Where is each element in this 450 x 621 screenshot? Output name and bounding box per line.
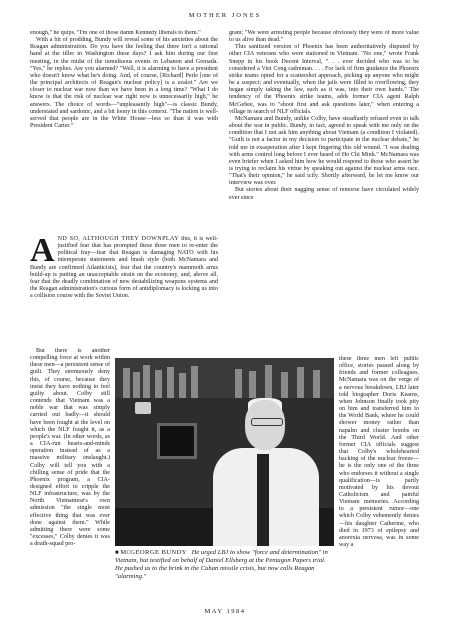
caption-name: McGEORGE BUNDY xyxy=(120,549,187,556)
paragraph: this, it is well-justified fear that has prompted these three men to re-enter the political fray—fear that Reagan is damaging NATO with his intemperate statements and brash style (both McNamara and Bundy are confirmed Atlanticists), fear that the country's mammoth arms build-up is putting an unacceptable strain on the economy, and, above all, fear that the deadly combination of new destabilizing weapons systems and the Reagan administration's curious form of antidiplomacy is locking us into a collision course with the Soviet Union. xyxy=(30,236,218,300)
article-column-right xyxy=(229,30,419,355)
magazine-header: MOTHER JONES xyxy=(188,12,262,19)
article-column-narrow-left xyxy=(30,348,110,592)
photo-credit-strip xyxy=(437,380,441,540)
article-column-narrow-right xyxy=(339,356,419,591)
paragraph: But stories about their nagging sense of remorse have circulated widely ever since xyxy=(229,187,419,201)
lead-in: ND SO, ALTHOUGH THEY DOWNPLAY xyxy=(57,236,180,242)
person-tie xyxy=(257,454,269,546)
paragraph: McNamara and Bundy, unlike Colby, have steadfastly refused even to talk about the war in public. Bundy, in fact, agreed to speak with me only on the condition that I not ask him anything about Vietnam (a condition I violated). "Guilt is not a factor in my decision to participate in the nuclear debate," he told me in exasperation after I kept fingering this old wound. "I was dealing with arms control long before I ever heard of Ho Chi Minh." McNamara was even briefer when I asked him how he would respond to those who assert he is trying to reclaim his virtue by speaking out against the nuclear arms race. "That's their opinion," he said icily. Shortly afterward, he let me know our interview was over. xyxy=(229,115,419,187)
photo-caption xyxy=(115,549,334,581)
paragraph: With a bit of prodding, Bundy will reveal some of his anxieties about the Reagan administration. Do you have the feeling that there isn't a rational hand at the tiller in Washington these days? I ask him during our first meeting, in the midst of the tumultuous events in Lebanon and Grenada. "Yes," he replies. Are you alarmed? "Well, it is alarming to have a president who doesn't know what he's doing. And, of course, [Richard] Perle [one of the principal architects of Reagan's nuclear policy] is a zealot." Are we closer to nuclear war now than we have been in a long time? "What I do know is that the risk of nuclear war right now is unnecessarily high," he answers. The choice of words—"unpleasantly high"—is classic Bundy, understated and sardonic, and a bit loony in this context. "The nation is well-served that people are in the White House—less so than it was with President Carter." xyxy=(30,37,218,130)
caption-text: He urged LBJ to show "force and determination" in Vietnam, but testified on behalf of Daniel Ellsberg at the Pentagon Papers trial. He pushed us to the brink in the Cuban missile crisis, but now calls Reagan "alarming." xyxy=(115,549,328,581)
paragraph: enough," he quips. "I'm one of those damn Kennedy liberals to them." xyxy=(30,30,201,36)
paragraph: gram: "We were arresting people because obviously they were of more value to us alive than dead." xyxy=(229,30,419,44)
paragraph: This sanitized version of Phoenix has been authoritatively disputed by other CIA veterans who were stationed in Vietnam. "No one," wrote Frank Snepp in his book Decent Interval, ". . . ever decided who was to be considered a Viet Cong cadreman. . . . For lack of firm guidance the Phoenix strike teams opted for a scattershot approach, picking up anyone who might be a suspect; and eventually, when the jails were filled to overflowing, they began simply taking the law, such as it was, into their own hands." The tendency of the Phoenix strike teams, adds former CIA agent Ralph McGehee, was to "shoot first and ask questions later," when entering a village in search of NLF officials. xyxy=(229,44,419,115)
lamp xyxy=(135,402,151,414)
bookshelf xyxy=(115,358,334,398)
drop-cap: A xyxy=(30,236,55,269)
person-glasses xyxy=(251,418,283,426)
page-footer: MAY 1984 xyxy=(204,608,246,615)
paragraph: these three men left public office, stories passed along by friends and former colleagues. McNamara was on the verge of a nervous breakdown, LBJ later told biographer Doris Kearns, when Johnson finally took pity on him and transferred him to the World Bank, where he could shower money rather than napalm and cluster bombs on the Third World. And other former CIA officials suggest that Colby's wholehearted backing of the nuclear freeze—he is the only one of the three who endorses it without a single qualification—is partly motivated by his devout Catholicism and painful Vietnam memories. According to a persistent rumor—one which Colby vehemently denies—his daughter Catherine, who died in 1973 of epilepsy and anorexia nervosa, was in some way a xyxy=(339,356,419,549)
paragraph: But there is another compelling force at work within these men—a persistent sense of guilt. They strenuously deny this, of course, because they insist they have nothing to feel guilty about. Colby still contends that Vietnam was a noble war that was simply carried out badly—it should have been fought at the level on which the NLF fought it, as a people's war. (In other words, as a CIA-run hearts-and-minds operation instead of as a massive military onslaught.) Colby will tell you with a chilling sense of pride that the Phoenix program, a CIA-designed effort to cripple the NLF infrastructure, was by the North Vietnamese's own admission "the single most effective thing that was ever done against them." While admitting there were some "excesses," Colby denies it was a death-squad pro- xyxy=(30,348,110,548)
square-bullet-icon: ■ xyxy=(115,550,119,556)
television xyxy=(157,423,197,459)
drop-cap-section xyxy=(30,236,218,346)
portrait-photo xyxy=(115,358,334,546)
article-column-left xyxy=(30,30,218,235)
